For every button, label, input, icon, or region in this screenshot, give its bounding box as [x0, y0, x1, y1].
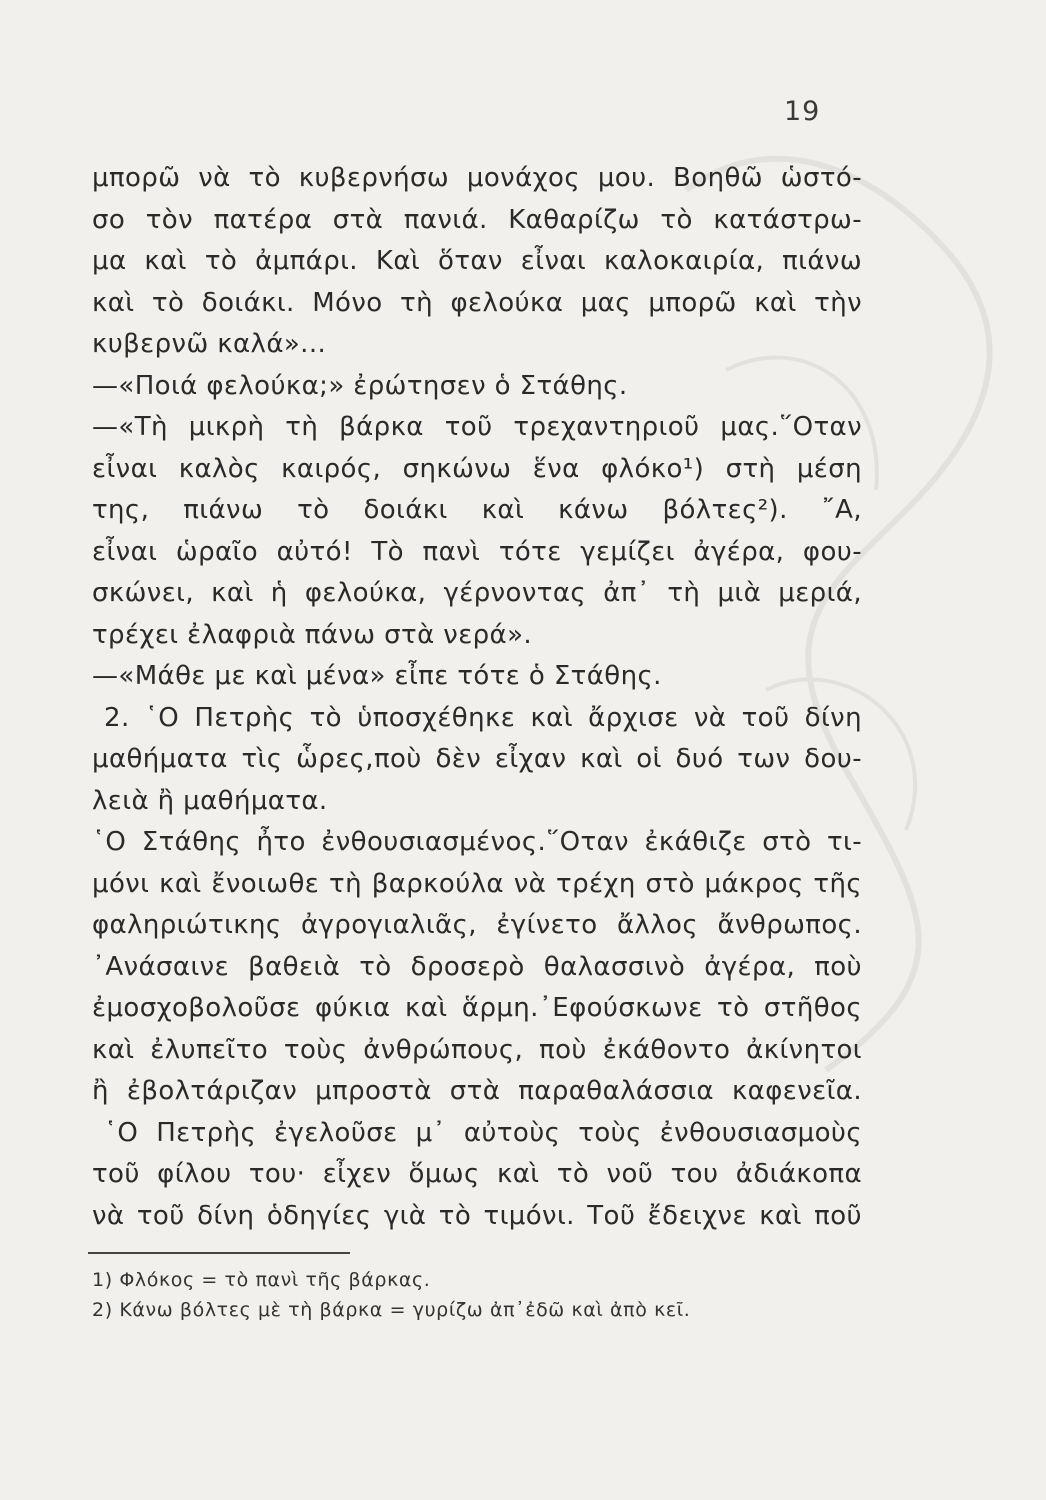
- text-line: καὶ τὸ δοιάκι. Μόνο τὴ φελούκα μας μπορῶ καὶ τὴν: [92, 287, 862, 318]
- footnotes: [92, 1265, 852, 1325]
- text-line: καὶ ἐλυπεῖτο τοὺς ἀνθρώπους, ποὺ ἐκάθοντο ἀκίνητοι: [92, 1034, 862, 1065]
- text-line: —«Τὴ μικρὴ τὴ βάρκα τοῦ τρεχαντηριοῦ μας.῞Οταν: [92, 412, 862, 442]
- text-line: —«Ποιά φελούκα;» ἐρώτησεν ὁ Στάθης.: [92, 370, 628, 401]
- text-line: ἐμοσχοβολοῦσε φύκια καὶ ἅρμη.᾿Εφούσκωνε τὸ στῆθος: [92, 993, 862, 1023]
- footnote-2: 2) Κάνω βόλτες μὲ τὴ βάρκα = γυρίζω ἀπ᾿ἐδῶ καὶ ἀπὸ κεῖ.: [92, 1299, 691, 1321]
- text-line: φαληριώτικης ἀγρογιαλιᾶς, ἐγίνετο ἄλλος ἄνθρωπος.: [92, 910, 862, 940]
- text-line: 2. ῾Ο Πετρὴς τὸ ὑποσχέθηκε καὶ ἄρχισε νὰ τοῦ δίνη: [104, 702, 862, 733]
- footnote-1: 1) Φλόκος = τὸ πανὶ τῆς βάρκας.: [92, 1269, 431, 1291]
- text-line: μα καὶ τὸ ἀμπάρι. Καὶ ὅταν εἶναι καλοκαιρία, πιάνω: [92, 246, 862, 276]
- text-line: ῾Ο Πετρὴς ἐγελοῦσε μ᾿ αὐτοὺς τοὺς ἐνθουσιασμοὺς: [104, 1117, 862, 1148]
- text-line: σο τὸν πατέρα στὰ πανιά. Καθαρίζω τὸ κατάστρω-: [92, 204, 862, 235]
- text-line: τρέχει ἐλαφριὰ πάνω στὰ νερά».: [92, 619, 533, 650]
- text-line: τοῦ φίλου του· εἶχεν ὅμως καὶ τὸ νοῦ του ἀδιάκοπα: [92, 1159, 862, 1189]
- text-line: εἶναι ὡραῖο αὐτό! Τὸ πανὶ τότε γεμίζει ἀγέρα, φου-: [92, 536, 862, 567]
- text-line: ἢ ἐβολτάριζαν μπροστὰ στὰ παραθαλάσσια καφενεῖα.: [92, 1076, 862, 1106]
- text-line: κυβερνῶ καλά»...: [92, 329, 327, 359]
- text-line: μπορῶ νὰ τὸ κυβερνήσω μονάχος μου. Βοηθῶ ὡστό-: [92, 163, 862, 193]
- text-line: σκώνει, καὶ ἡ φελούκα, γέρνοντας ἀπ᾿ τὴ μιὰ μεριά,: [92, 578, 862, 608]
- text-line: μαθήματα τὶς ὧρες,ποὺ δὲν εἶχαν καὶ οἱ δυό των δου-: [92, 744, 862, 774]
- text-line: λειὰ ἢ μαθήματα.: [92, 785, 328, 816]
- text-line: μόνι καὶ ἔνοιωθε τὴ βαρκούλα νὰ τρέχη στὸ μάκρος τῆς: [92, 868, 862, 899]
- text-line: ᾿Ανάσαινε βαθειὰ τὸ δροσερὸ θαλασσινὸ ἀγέρα, ποὺ: [92, 951, 862, 982]
- footnote-separator: [88, 1252, 350, 1254]
- body-text: [92, 158, 862, 1237]
- text-line: της, πιάνω τὸ δοιάκι καὶ κάνω βόλτες²). ῎Α,: [92, 495, 862, 525]
- text-line: ῾Ο Στάθης ἦτο ἐνθουσιασμένος.῞Οταν ἐκάθιζε στὸ τι-: [92, 827, 862, 857]
- text-line: νὰ τοῦ δίνη ὁδηγίες γιὰ τὸ τιμόνι. Τοῦ ἔδειχνε καὶ ποῦ: [92, 1200, 862, 1231]
- page-number: 19: [784, 96, 821, 127]
- text-line: —«Μάθε με καὶ μένα» εἶπε τότε ὁ Στάθης.: [92, 661, 662, 691]
- text-line: εἶναι καλὸς καιρός, σηκώνω ἕνα φλόκο¹) στὴ μέση: [92, 453, 862, 484]
